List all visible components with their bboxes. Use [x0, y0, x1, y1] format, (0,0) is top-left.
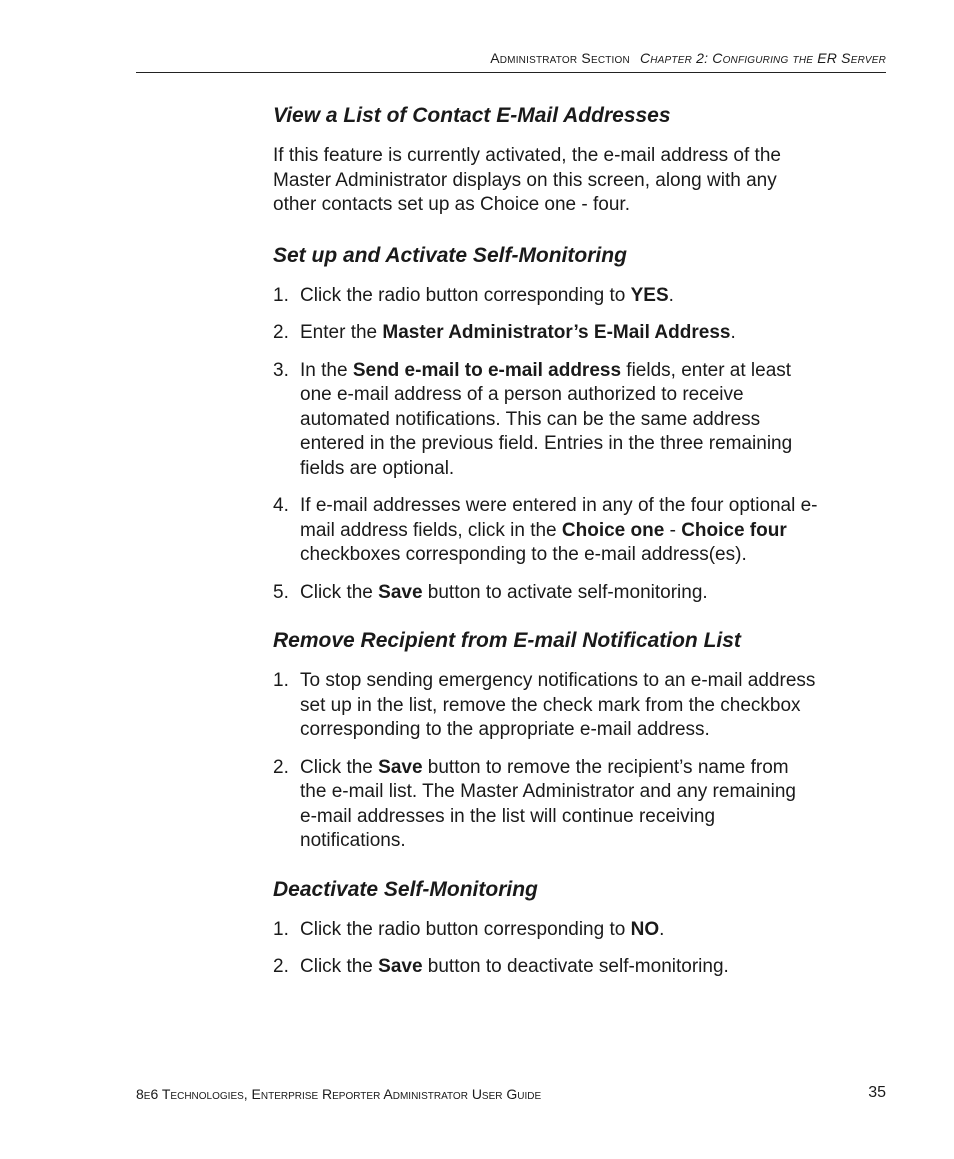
step-text: . — [668, 284, 674, 306]
step-bold-term: Choice one — [561, 519, 665, 541]
step-number: 1. — [273, 670, 289, 691]
step-number: 2. — [273, 756, 289, 778]
running-header — [136, 50, 886, 66]
step-number: 1. — [273, 284, 289, 306]
step-bold-term: Save — [378, 581, 423, 603]
step-text: Enter the — [300, 322, 383, 343]
step-number: 5. — [273, 581, 289, 603]
list-item — [273, 669, 818, 743]
step-number: 2. — [273, 322, 289, 343]
list-item — [273, 359, 818, 482]
list-item — [273, 321, 818, 346]
step-text: . — [659, 918, 665, 940]
step-text: checkboxes corresponding to the e-mail address(es). — [300, 544, 747, 565]
paragraph-view-contacts: If this feature is currently activated, the e-mail address of the Master Administrator displays on this screen, along with any other contacts set up as Choice one - four. — [273, 145, 781, 215]
step-number: 1. — [273, 918, 289, 940]
heading-remove-recipient: Remove Recipient from E-mail Notification List — [273, 629, 741, 652]
step-text: Click the — [300, 581, 379, 603]
step-text: Click the — [300, 956, 379, 977]
steps-setup-activate — [273, 284, 818, 606]
steps-remove-recipient — [273, 669, 818, 854]
heading-setup-activate: Set up and Activate Self-Monitoring — [273, 243, 627, 267]
list-item — [273, 955, 818, 980]
list-item — [273, 284, 818, 309]
header-chapter: Chapter 2: Configuring the ER Server — [639, 50, 886, 66]
step-bold-term: Master Administrator’s E-Mail Address — [382, 322, 731, 343]
step-number: 2. — [273, 956, 289, 977]
step-text: button to remove the recipient’s name from the e-mail list. The Master Administrator and any remaining e-mail addresses in the list will continue receiving notifications. — [300, 756, 796, 851]
list-item — [273, 494, 818, 568]
step-number: 4. — [273, 495, 289, 516]
step-bold-term: Save — [378, 756, 423, 778]
step-bold-term: Choice four — [681, 519, 787, 541]
step-bold-term: YES — [630, 284, 669, 306]
list-item — [273, 756, 818, 854]
page-content — [273, 102, 818, 1002]
heading-view-contacts: View a List of Contact E-Mail Addresses — [273, 104, 671, 127]
list-item — [273, 918, 818, 943]
step-text: Click the — [300, 756, 379, 778]
step-text: fields, enter at least one e-mail address of a person authorized to receive automated notifications. This can be the same address entered in the previous field. Entries in the three remaining fields are optional. — [300, 359, 793, 479]
steps-deactivate — [273, 918, 818, 980]
header-rule — [136, 72, 886, 73]
header-section: Administrator Section — [490, 50, 630, 66]
step-text: To stop sending emergency notifications to an e-mail address set up in the list, remove the check mark from the checkbox corresponding to the appropriate e-mail address. — [300, 670, 816, 740]
page-number: 35 — [868, 1084, 886, 1101]
step-text: button to activate self-monitoring. — [422, 581, 708, 603]
step-bold-term: Save — [378, 956, 423, 977]
step-text: - — [664, 519, 682, 541]
step-bold-term: NO — [630, 918, 660, 940]
footer-title: 8e6 Technologies, Enterprise Reporter Administrator User Guide — [136, 1086, 542, 1102]
step-text: Click the radio button corresponding to — [300, 918, 631, 940]
step-text: . — [730, 322, 736, 343]
step-text: Click the radio button corresponding to — [300, 284, 631, 306]
step-text: button to deactivate self-monitoring. — [422, 956, 729, 977]
heading-deactivate: Deactivate Self-Monitoring — [273, 877, 538, 901]
step-bold-term: Send e-mail to e-mail address — [352, 359, 622, 381]
step-text: If e-mail addresses were entered in any of the four optional e-mail address fields, click in the — [300, 495, 818, 541]
step-text: In the — [300, 359, 353, 381]
step-number: 3. — [273, 359, 289, 381]
list-item — [273, 581, 818, 606]
